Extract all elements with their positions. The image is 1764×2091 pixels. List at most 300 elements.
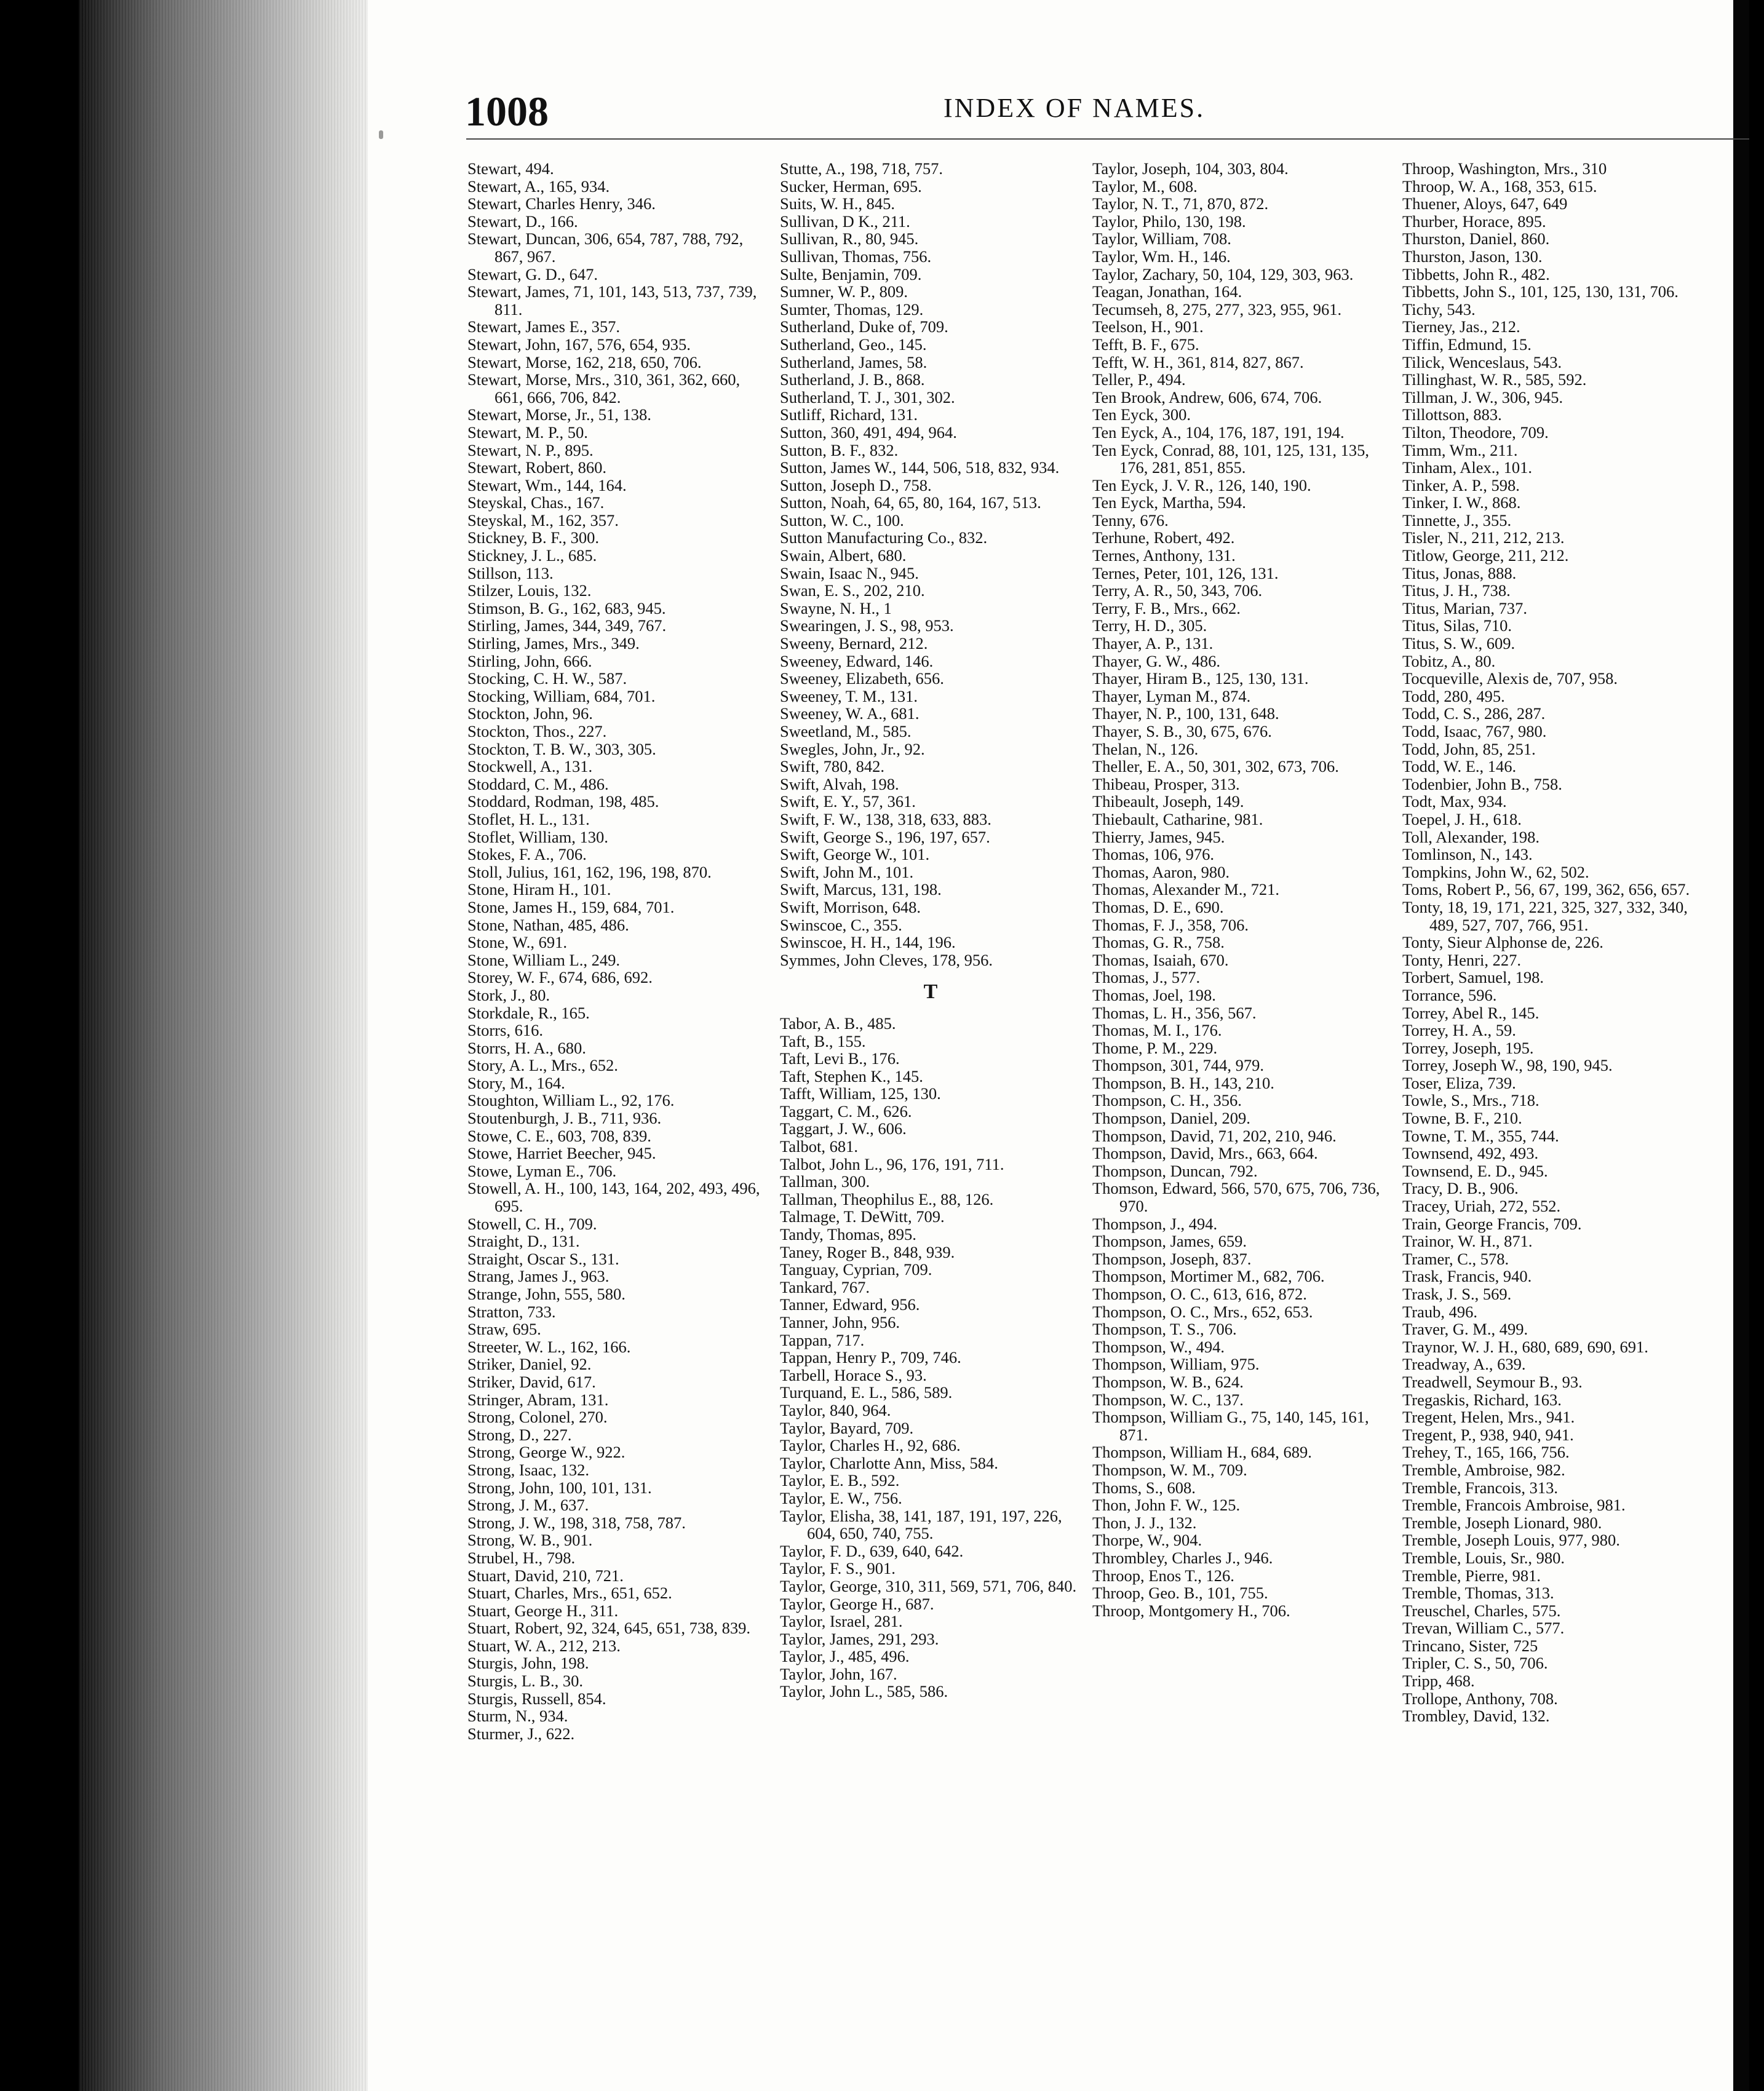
- index-entry: Taylor, James, 291, 293.: [780, 1629, 939, 1648]
- index-entry: Taylor, 840, 964.: [780, 1400, 891, 1419]
- index-entry: Stillson, 113.: [467, 563, 554, 582]
- index-entry: Sutherland, Duke of, 709.: [780, 317, 948, 336]
- index-entry: Taylor, Charles H., 92, 686.: [780, 1436, 961, 1455]
- index-entry: Traver, G. M., 499.: [1402, 1320, 1528, 1339]
- index-entry: Turquand, E. L., 586, 589.: [780, 1383, 953, 1402]
- index-entry: Tramer, C., 578.: [1402, 1249, 1509, 1268]
- index-entry: Treadway, A., 639.: [1402, 1355, 1526, 1374]
- index-entry: Sturgis, John, 198.: [467, 1654, 589, 1673]
- index-entry: Tinnette, J., 355.: [1402, 510, 1512, 530]
- index-entry: Strong, George W., 922.: [467, 1443, 626, 1462]
- index-entry: Taney, Roger B., 848, 939.: [780, 1242, 955, 1261]
- index-entry: Swain, Isaac N., 945.: [780, 563, 919, 582]
- index-entry: Stone, Hiram H., 101.: [467, 880, 611, 899]
- index-entry: Taft, Levi B., 176.: [780, 1049, 900, 1068]
- index-entry: Strang, James J., 963.: [467, 1267, 610, 1286]
- index-entry: Townsend, E. D., 945.: [1402, 1161, 1548, 1180]
- index-entry: Thompson, Duncan, 792.: [1092, 1161, 1258, 1180]
- index-entry: Swegles, John, Jr., 92.: [780, 739, 925, 758]
- index-column-3: [1092, 160, 1394, 1619]
- index-entry: Tobitz, A., 80.: [1402, 651, 1496, 670]
- index-entry: Swayne, N. H., 1: [780, 598, 892, 617]
- index-entry: Straight, Oscar S., 131.: [467, 1249, 619, 1268]
- index-entry: Stocking, William, 684, 701.: [467, 686, 656, 705]
- index-entry: Strong, W. B., 901.: [467, 1531, 593, 1550]
- index-entry: Sumter, Thomas, 129.: [780, 300, 924, 319]
- index-entry: Thomas, Aaron, 980.: [1092, 862, 1230, 881]
- index-entry: Thompson, David, 71, 202, 210, 946.: [1092, 1126, 1337, 1145]
- index-entry: Terry, H. D., 305.: [1092, 616, 1207, 635]
- index-entry: Titus, Silas, 710.: [1402, 616, 1512, 635]
- index-entry: Swift, Morrison, 648.: [780, 897, 921, 916]
- index-entry: Tillottson, 883.: [1402, 405, 1502, 424]
- index-entry: Thon, J. J., 132.: [1092, 1513, 1197, 1532]
- index-entry: Tichy, 543.: [1402, 300, 1476, 319]
- index-entry: Toepel, J. H., 618.: [1402, 809, 1522, 828]
- index-entry: Titus, J. H., 738.: [1402, 581, 1511, 600]
- index-entry: Thayer, S. B., 30, 675, 676.: [1092, 722, 1272, 740]
- index-entry: Thon, John F. W., 125.: [1092, 1496, 1241, 1515]
- book-spine-shadow: [79, 0, 368, 2091]
- index-entry: Taylor, F. D., 639, 640, 642.: [780, 1541, 964, 1560]
- index-entry: Taft, B., 155.: [780, 1031, 866, 1050]
- index-entry: Thelan, N., 126.: [1092, 739, 1199, 758]
- index-entry: Tompkins, John W., 62, 502.: [1402, 862, 1589, 881]
- index-entry: Train, George Francis, 709.: [1402, 1214, 1582, 1233]
- index-entry: Traynor, W. J. H., 680, 689, 690, 691.: [1402, 1337, 1648, 1356]
- index-entry: Steyskal, M., 162, 357.: [467, 510, 619, 530]
- index-entry: Strubel, H., 798.: [467, 1548, 576, 1567]
- index-entry: Taylor, George, 310, 311, 569, 571, 706, 840.: [780, 1576, 1077, 1595]
- index-entry: Stowe, Lyman E., 706.: [467, 1161, 617, 1180]
- index-entry: Taylor, Zachary, 50, 104, 129, 303, 963.: [1092, 264, 1354, 284]
- index-entry: Swift, John M., 101.: [780, 862, 914, 881]
- index-entry: Tinham, Alex., 101.: [1402, 458, 1533, 477]
- index-entry: Sutherland, T. J., 301, 302.: [780, 387, 955, 407]
- index-entry: Towle, S., Mrs., 718.: [1402, 1091, 1540, 1110]
- index-entry: Thayer, N. P., 100, 131, 648.: [1092, 704, 1279, 723]
- index-entry: Todt, Max, 934.: [1402, 792, 1507, 811]
- index-entry: Tremble, Louis, Sr., 980.: [1402, 1548, 1565, 1567]
- index-entry: Thompson, W. C., 137.: [1092, 1390, 1244, 1409]
- index-entry: Stewart, Morse, Mrs., 310, 361, 362, 660, 661, 666, 706, 842.: [467, 370, 741, 407]
- index-entry: Stutte, A., 198, 718, 757.: [780, 159, 944, 178]
- index-entry: Sutton, 360, 491, 494, 964.: [780, 423, 957, 442]
- index-entry: Thayer, Hiram B., 125, 130, 131.: [1092, 669, 1309, 688]
- index-entry: Strong, Colonel, 270.: [467, 1408, 608, 1427]
- index-entry: Tonty, Sieur Alphonse de, 226.: [1402, 933, 1603, 952]
- index-column-4: [1402, 160, 1704, 1725]
- index-entry: Ten Eyck, A., 104, 176, 187, 191, 194.: [1092, 423, 1345, 442]
- index-entry: Thompson, O. C., 613, 616, 872.: [1092, 1285, 1307, 1303]
- index-entry: Tremble, Ambroise, 982.: [1402, 1460, 1565, 1479]
- index-entry: Ten Eyck, 300.: [1092, 405, 1191, 424]
- index-entry: Thompson, 301, 744, 979.: [1092, 1056, 1264, 1075]
- index-entry: Tremble, Francois, 313.: [1402, 1478, 1558, 1497]
- index-entry: Thompson, J., 494.: [1092, 1214, 1218, 1233]
- index-entry: Thompson, James, 659.: [1092, 1232, 1247, 1251]
- index-entry: Todenbier, John B., 758.: [1402, 774, 1562, 793]
- index-entry: Straight, D., 131.: [467, 1232, 580, 1251]
- index-entry: Stork, J., 80.: [467, 985, 550, 1004]
- index-entry: Torbert, Samuel, 198.: [1402, 968, 1544, 987]
- index-entry: Sutton, W. C., 100.: [780, 510, 904, 530]
- index-entry: Ten Eyck, J. V. R., 126, 140, 190.: [1092, 475, 1311, 494]
- index-entry: Swift, George S., 196, 197, 657.: [780, 827, 990, 846]
- index-entry: Tillinghast, W. R., 585, 592.: [1402, 370, 1587, 389]
- index-entry: Taylor, Wm. H., 146.: [1092, 247, 1231, 266]
- index-entry: Straw, 695.: [467, 1320, 541, 1339]
- index-entry: Taggart, C. M., 626.: [780, 1101, 912, 1121]
- index-entry: Thompson, W. M., 709.: [1092, 1460, 1247, 1479]
- index-entry: Striker, Daniel, 92.: [467, 1355, 592, 1374]
- index-entry: Throop, Geo. B., 101, 755.: [1092, 1584, 1268, 1603]
- index-entry: Sweeney, W. A., 681.: [780, 704, 920, 723]
- index-entry: Thomas, L. H., 356, 567.: [1092, 1003, 1257, 1022]
- index-entry: Sullivan, Thomas, 756.: [780, 247, 932, 266]
- index-entry: Torrey, Joseph, 195.: [1402, 1038, 1534, 1057]
- index-entry: Stewart, Charles Henry, 346.: [467, 194, 656, 213]
- index-entry: Sweetland, M., 585.: [780, 722, 912, 740]
- index-entry: Throop, Enos T., 126.: [1092, 1566, 1234, 1585]
- index-entry: Toms, Robert P., 56, 67, 199, 362, 656, 657.: [1402, 880, 1690, 899]
- index-entry: Sutton, Noah, 64, 65, 80, 164, 167, 513.: [780, 493, 1041, 512]
- index-entry: Strange, John, 555, 580.: [467, 1285, 626, 1303]
- index-entry: Tonty, 18, 19, 171, 221, 325, 327, 332, 340, 489, 527, 707, 766, 951.: [1402, 897, 1688, 934]
- index-entry: Sweeney, Elizabeth, 656.: [780, 669, 944, 688]
- index-entry: Towne, B. F., 210.: [1402, 1109, 1522, 1128]
- index-entry: Todd, C. S., 286, 287.: [1402, 704, 1546, 723]
- index-entry: Sturm, N., 934.: [467, 1707, 568, 1726]
- index-entry: Thompson, O. C., Mrs., 652, 653.: [1092, 1302, 1313, 1321]
- index-entry: Tappan, Henry P., 709, 746.: [780, 1348, 961, 1367]
- index-entry: Trevan, William C., 577.: [1402, 1619, 1565, 1638]
- index-entry: Tripp, 468.: [1402, 1672, 1475, 1691]
- index-entry: Thomas, G. R., 758.: [1092, 933, 1225, 952]
- index-entry: Tanner, Edward, 956.: [780, 1295, 920, 1314]
- index-entry: Thibeault, Joseph, 149.: [1092, 792, 1244, 811]
- index-entry: Tafft, William, 125, 130.: [780, 1084, 941, 1103]
- index-entry: Taylor, Joseph, 104, 303, 804.: [1092, 159, 1289, 178]
- index-entry: Stewart, Duncan, 306, 654, 787, 788, 792, 867, 967.: [467, 229, 744, 266]
- index-entry: Sutton, James W., 144, 506, 518, 832, 934.: [780, 458, 1060, 477]
- index-entry: Strong, John, 100, 101, 131.: [467, 1478, 652, 1497]
- index-entry: Strong, J. M., 637.: [467, 1496, 589, 1515]
- index-entry: Terhune, Robert, 492.: [1092, 528, 1235, 547]
- index-entry: Taylor, William, 708.: [1092, 229, 1231, 248]
- index-entry: Stuart, Charles, Mrs., 651, 652.: [467, 1584, 672, 1603]
- index-entry: Tremble, Francois Ambroise, 981.: [1402, 1496, 1626, 1515]
- index-entry: Stimson, B. G., 162, 683, 945.: [467, 598, 666, 617]
- index-entry: Story, A. L., Mrs., 652.: [467, 1056, 618, 1075]
- index-entry: Taylor, Bayard, 709.: [780, 1418, 914, 1437]
- index-entry: Tenny, 676.: [1092, 510, 1169, 530]
- page-number: 1008: [465, 88, 549, 135]
- index-entry: Tracy, D. B., 906.: [1402, 1179, 1519, 1198]
- index-entry: Trombley, David, 132.: [1402, 1707, 1550, 1726]
- index-entry: Sturgis, L. B., 30.: [467, 1672, 583, 1691]
- section-letter-heading: T: [923, 980, 938, 1004]
- index-entry: Taylor, F. S., 901.: [780, 1559, 896, 1578]
- index-entry: Stowe, C. E., 603, 708, 839.: [467, 1126, 651, 1145]
- index-entry: Thomas, J., 577.: [1092, 968, 1201, 987]
- index-entry: Taylor, John L., 585, 586.: [780, 1682, 948, 1701]
- index-entry: Sutherland, Geo., 145.: [780, 335, 927, 354]
- index-entry: Tibbetts, John S., 101, 125, 130, 131, 706.: [1402, 282, 1679, 301]
- index-entry: Trollope, Anthony, 708.: [1402, 1689, 1558, 1708]
- index-entry: Stockton, John, 96.: [467, 704, 593, 723]
- index-entry: Thompson, Joseph, 837.: [1092, 1249, 1252, 1268]
- index-entry: Tilton, Theodore, 709.: [1402, 423, 1549, 442]
- index-entry: Todd, Isaac, 767, 980.: [1402, 722, 1547, 740]
- index-entry: Swinscoe, C., 355.: [780, 915, 902, 934]
- index-entry: Terry, F. B., Mrs., 662.: [1092, 598, 1241, 617]
- index-entry: Streeter, W. L., 162, 166.: [467, 1337, 631, 1356]
- index-entry: Tallman, 300.: [780, 1172, 870, 1191]
- index-entry: Taylor, E. W., 756.: [780, 1488, 902, 1507]
- index-entry: Tillman, J. W., 306, 945.: [1402, 387, 1563, 407]
- index-entry: Tankard, 767.: [780, 1277, 870, 1296]
- index-entry: Timm, Wm., 211.: [1402, 440, 1518, 459]
- index-entry: Tarbell, Horace S., 93.: [780, 1365, 927, 1384]
- index-entry: Sulte, Benjamin, 709.: [780, 264, 922, 284]
- index-entry: Stone, W., 691.: [467, 933, 567, 952]
- index-entry: Stoddard, Rodman, 198, 485.: [467, 792, 659, 811]
- index-entry: Tabor, A. B., 485.: [780, 1014, 896, 1033]
- index-entry: Taggart, J. W., 606.: [780, 1119, 907, 1138]
- index-entry: Stoflet, William, 130.: [467, 827, 608, 846]
- index-entry: Stuart, W. A., 212, 213.: [467, 1636, 621, 1655]
- index-entry: Thompson, William H., 684, 689.: [1092, 1443, 1312, 1462]
- index-entry: Stocking, C. H. W., 587.: [467, 669, 627, 688]
- index-entry: Throop, Montgomery H., 706.: [1092, 1601, 1290, 1620]
- index-entry: Sturmer, J., 622.: [467, 1724, 575, 1743]
- index-entry: Stewart, John, 167, 576, 654, 935.: [467, 335, 691, 354]
- index-entry: Stockton, Thos., 227.: [467, 722, 607, 740]
- running-title: INDEX OF NAMES.: [944, 93, 1206, 123]
- book-page: [79, 0, 1749, 2091]
- index-entry: Thurber, Horace, 895.: [1402, 212, 1546, 231]
- index-entry: Stoutenburgh, J. B., 711, 936.: [467, 1109, 662, 1128]
- index-entry: Storkdale, R., 165.: [467, 1003, 590, 1022]
- index-entry: Teller, P., 494.: [1092, 370, 1186, 389]
- index-entry: Tregent, Helen, Mrs., 941.: [1402, 1408, 1575, 1427]
- index-entry: Ten Eyck, Martha, 594.: [1092, 493, 1246, 512]
- index-entry: Tonty, Henri, 227.: [1402, 950, 1521, 969]
- index-entry: Swift, E. Y., 57, 361.: [780, 792, 916, 811]
- index-entry: Stringer, Abram, 131.: [467, 1390, 609, 1409]
- index-entry: Stoddard, C. M., 486.: [467, 774, 609, 793]
- index-entry: Treadwell, Seymour B., 93.: [1402, 1372, 1583, 1391]
- index-entry: Terry, A. R., 50, 343, 706.: [1092, 581, 1263, 600]
- index-entry: Trincano, Sister, 725: [1402, 1636, 1538, 1655]
- index-entry: Stewart, M. P., 50.: [467, 423, 588, 442]
- index-entry: Thompson, C. H., 356.: [1092, 1091, 1242, 1110]
- index-entry: Stokes, F. A., 706.: [467, 845, 587, 864]
- index-column-2: [780, 160, 1081, 1700]
- index-entry: Traub, 496.: [1402, 1302, 1477, 1321]
- index-entry: Storrs, H. A., 680.: [467, 1038, 586, 1057]
- index-entry: Storrs, 616.: [467, 1021, 543, 1040]
- index-entry: Sweeny, Bernard, 212.: [780, 634, 928, 653]
- index-entry: Stoughton, William L., 92, 176.: [467, 1091, 675, 1110]
- index-entry: Trask, J. S., 569.: [1402, 1285, 1512, 1303]
- index-entry: Taylor, George H., 687.: [780, 1594, 934, 1613]
- index-entry: Thompson, David, Mrs., 663, 664.: [1092, 1144, 1318, 1163]
- index-entry: Teagan, Jonathan, 164.: [1092, 282, 1242, 301]
- index-entry: Stone, William L., 249.: [467, 950, 620, 969]
- page-edge: [1733, 0, 1749, 2091]
- index-entry: Stirling, James, 344, 349, 767.: [467, 616, 667, 635]
- index-entry: Sutherland, J. B., 868.: [780, 370, 925, 389]
- index-column-1: [467, 160, 769, 1742]
- index-entry: Throop, W. A., 168, 353, 615.: [1402, 177, 1597, 196]
- index-entry: Titus, S. W., 609.: [1402, 634, 1516, 653]
- index-entry: Thomas, M. I., 176.: [1092, 1021, 1222, 1040]
- index-entry: Swinscoe, H. H., 144, 196.: [780, 933, 956, 952]
- index-entry: Tregaskis, Richard, 163.: [1402, 1390, 1562, 1409]
- index-entry: Steyskal, Chas., 167.: [467, 493, 605, 512]
- index-entry: Torrey, H. A., 59.: [1402, 1021, 1516, 1040]
- index-entry: Tinker, A. P., 598.: [1402, 475, 1520, 494]
- index-entry: Tibbetts, John R., 482.: [1402, 264, 1550, 284]
- index-entry: Taylor, M., 608.: [1092, 177, 1198, 196]
- index-entry: Stoll, Julius, 161, 162, 196, 198, 870.: [467, 862, 712, 881]
- index-entry: Taft, Stephen K., 145.: [780, 1066, 923, 1085]
- index-entry: Taylor, Elisha, 38, 141, 187, 191, 197, 226, 604, 650, 740, 755.: [780, 1506, 1062, 1543]
- index-entry: Tinker, I. W., 868.: [1402, 493, 1521, 512]
- index-entry: Thomas, Alexander M., 721.: [1092, 880, 1279, 899]
- index-entry: Sullivan, R., 80, 945.: [780, 229, 919, 248]
- index-entry: Tremble, Joseph Lionard, 980.: [1402, 1513, 1602, 1532]
- index-entry: Sutton Manufacturing Co., 832.: [780, 528, 988, 547]
- index-entry: Thurston, Daniel, 860.: [1402, 229, 1550, 248]
- index-entry: Tecumseh, 8, 275, 277, 323, 955, 961.: [1092, 300, 1342, 319]
- index-entry: Tanner, John, 956.: [780, 1313, 900, 1331]
- index-entry: Stewart, N. P., 895.: [467, 440, 594, 459]
- index-entry: Thurston, Jason, 130.: [1402, 247, 1543, 266]
- index-entry: Sutherland, James, 58.: [780, 352, 928, 371]
- index-entry: Taylor, Israel, 281.: [780, 1612, 903, 1631]
- index-entry: Todd, W. E., 146.: [1402, 757, 1517, 776]
- index-entry: Stirling, James, Mrs., 349.: [467, 634, 640, 653]
- index-entry: Tefft, W. H., 361, 814, 827, 867.: [1092, 352, 1304, 371]
- index-entry: Tefft, B. F., 675.: [1092, 335, 1199, 354]
- index-entry: Strong, D., 227.: [467, 1425, 572, 1444]
- index-entry: Throop, Washington, Mrs., 310: [1402, 159, 1607, 178]
- index-entry: Sutliff, Richard, 131.: [780, 405, 918, 424]
- index-entry: Strong, Isaac, 132.: [467, 1460, 589, 1479]
- index-entry: Tilick, Wenceslaus, 543.: [1402, 352, 1562, 371]
- index-entry: Tregent, P., 938, 940, 941.: [1402, 1425, 1574, 1444]
- index-entry: Sucker, Herman, 695.: [780, 177, 922, 196]
- index-entry: Talbot, 681.: [780, 1137, 858, 1156]
- index-entry: Thayer, G. W., 486.: [1092, 651, 1220, 670]
- index-entry: Swift, Marcus, 131, 198.: [780, 880, 942, 899]
- index-entry: Toser, Eliza, 739.: [1402, 1073, 1516, 1092]
- index-entry: Stratton, 733.: [467, 1302, 556, 1321]
- index-entry: Stewart, James, 71, 101, 143, 513, 737, 739, 811.: [467, 282, 757, 319]
- index-entry: Taylor, J., 485, 496.: [780, 1647, 910, 1666]
- index-entry: Tremble, Thomas, 313.: [1402, 1584, 1554, 1603]
- index-entry: Thomson, Edward, 566, 570, 675, 706, 736, 970.: [1092, 1179, 1380, 1216]
- index-entry: Stewart, D., 166.: [467, 212, 578, 231]
- index-entry: Sweeney, Edward, 146.: [780, 651, 934, 670]
- index-entry: Thomas, Joel, 198.: [1092, 985, 1216, 1004]
- index-entry: Todd, 280, 495.: [1402, 686, 1505, 705]
- index-entry: Tracey, Uriah, 272, 552.: [1402, 1197, 1561, 1216]
- index-entry: Trask, Francis, 940.: [1402, 1267, 1532, 1286]
- index-entry: Taylor, John, 167.: [780, 1664, 897, 1683]
- index-entry: Stirling, John, 666.: [467, 651, 592, 670]
- index-entry: Taylor, N. T., 71, 870, 872.: [1092, 194, 1269, 213]
- index-entry: Stewart, Morse, 162, 218, 650, 706.: [467, 352, 702, 371]
- index-entry: Thayer, Lyman M., 874.: [1092, 686, 1251, 705]
- index-entry: Talbot, John L., 96, 176, 191, 711.: [780, 1154, 1004, 1173]
- index-entry: Thomas, F. J., 358, 706.: [1092, 915, 1249, 934]
- index-entry: Tierney, Jas., 212.: [1402, 317, 1520, 336]
- index-entry: Thompson, W., 494.: [1092, 1337, 1225, 1356]
- index-entry: Sumner, W. P., 809.: [780, 282, 908, 301]
- index-entry: Stowe, Harriet Beecher, 945.: [467, 1144, 656, 1163]
- index-entry: Ten Eyck, Conrad, 88, 101, 125, 131, 135, 176, 281, 851, 855.: [1092, 440, 1370, 477]
- index-entry: Treuschel, Charles, 575.: [1402, 1601, 1561, 1620]
- index-entry: Thoms, S., 608.: [1092, 1478, 1196, 1497]
- index-entry: Tiffin, Edmund, 15.: [1402, 335, 1532, 354]
- index-entry: Stewart, 494.: [467, 159, 554, 178]
- index-entry: Sutton, Joseph D., 758.: [780, 475, 932, 494]
- index-entry: Thompson, Mortimer M., 682, 706.: [1092, 1267, 1325, 1286]
- index-entry: Swan, E. S., 202, 210.: [780, 581, 925, 600]
- index-entry: Talmage, T. DeWitt, 709.: [780, 1207, 945, 1226]
- index-entry: Thompson, W. B., 624.: [1092, 1372, 1244, 1391]
- index-entry: Toll, Alexander, 198.: [1402, 827, 1540, 846]
- index-entry: Ten Brook, Andrew, 606, 674, 706.: [1092, 387, 1322, 407]
- index-entry: Thierry, James, 945.: [1092, 827, 1225, 846]
- index-entry: Todd, John, 85, 251.: [1402, 739, 1536, 758]
- index-entry: Stuart, George H., 311.: [467, 1601, 619, 1620]
- index-entry: Sweeney, T. M., 131.: [780, 686, 918, 705]
- index-entry: Townsend, 492, 493.: [1402, 1144, 1539, 1163]
- index-entry: Tanguay, Cyprian, 709.: [780, 1260, 932, 1279]
- index-entry: Trehey, T., 165, 166, 756.: [1402, 1443, 1570, 1462]
- index-entry: Tremble, Pierre, 981.: [1402, 1566, 1541, 1585]
- index-entry: Thompson, B. H., 143, 210.: [1092, 1073, 1274, 1092]
- index-entry: Stewart, A., 165, 934.: [467, 177, 610, 196]
- index-entry: Theller, E. A., 50, 301, 302, 673, 706.: [1092, 757, 1339, 776]
- index-entry: Tocqueville, Alexis de, 707, 958.: [1402, 669, 1618, 688]
- index-entry: Swift, F. W., 138, 318, 633, 883.: [780, 809, 991, 828]
- index-entry: Swift, Alvah, 198.: [780, 774, 899, 793]
- index-entry: Thome, P. M., 229.: [1092, 1038, 1218, 1057]
- index-entry: Swift, 780, 842.: [780, 757, 885, 776]
- index-entry: Tripler, C. S., 50, 706.: [1402, 1654, 1548, 1673]
- index-entry: Tallman, Theophilus E., 88, 126.: [780, 1189, 994, 1208]
- index-entry: Ternes, Peter, 101, 126, 131.: [1092, 563, 1279, 582]
- index-entry: Stoflet, H. L., 131.: [467, 809, 590, 828]
- index-entry: Sullivan, D K., 211.: [780, 212, 910, 231]
- index-entry: Thrombley, Charles J., 946.: [1092, 1548, 1273, 1567]
- index-entry: Stewart, James E., 357.: [467, 317, 621, 336]
- index-entry: Taylor, Philo, 130, 198.: [1092, 212, 1246, 231]
- index-entry: Stickney, B. F., 300.: [467, 528, 600, 547]
- index-entry: Thibeau, Prosper, 313.: [1092, 774, 1240, 793]
- index-entry: Thayer, A. P., 131.: [1092, 634, 1214, 653]
- index-entry: Stowell, C. H., 709.: [467, 1214, 597, 1233]
- index-entry: Striker, David, 617.: [467, 1372, 596, 1391]
- index-entry: Stockwell, A., 131.: [467, 757, 593, 776]
- index-entry: Towne, T. M., 355, 744.: [1402, 1126, 1559, 1145]
